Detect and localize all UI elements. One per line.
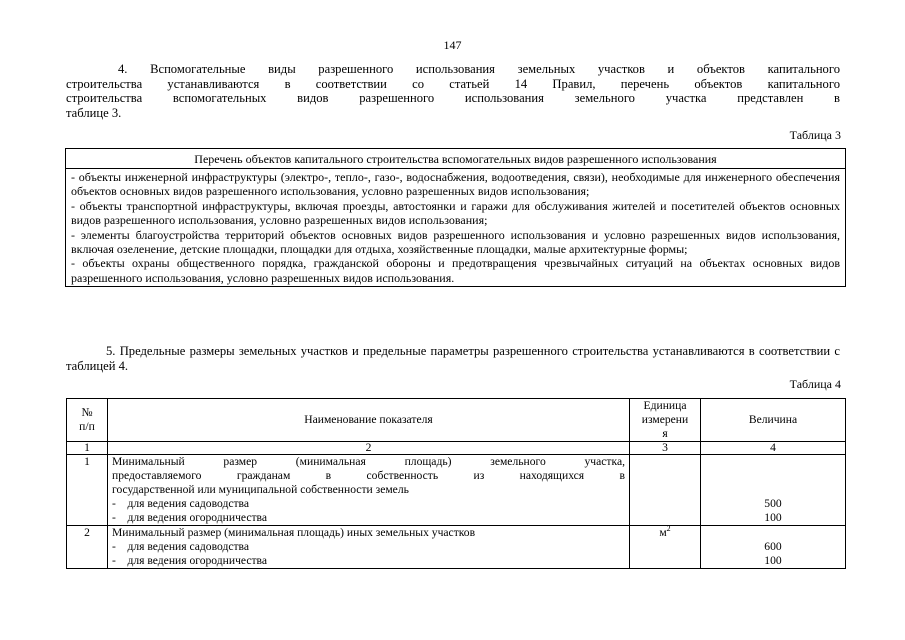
column-number: 4 <box>701 442 846 455</box>
paragraph-4-line: 4. Вспомогательные виды разрешенного использования земельных участков и объектов капитального <box>118 62 840 76</box>
table-3-header: Перечень объектов капитального строительства вспомогательных видов разрешенного использования <box>66 149 845 169</box>
row-unit <box>630 455 701 526</box>
table-3-item: - объекты транспортной инфраструктуры, включая проезды, автостоянки и гаражи для обслуживания жителей и посетителей объектов основных видов разрешенного использования, условно разрешенных видов использования; <box>71 198 840 228</box>
row-number: 1 <box>67 455 108 526</box>
header-unit-line: измерени <box>641 413 689 426</box>
table-3 <box>65 148 846 287</box>
header-num <box>67 399 108 442</box>
table-4 <box>66 398 846 569</box>
row-name-line: предоставляемого гражданам в собственность из находящихся в <box>112 469 625 482</box>
unit-superscript: 2 <box>666 524 671 534</box>
table-3-caption: Таблица 3 <box>789 128 841 142</box>
header-num-line: № <box>81 406 93 419</box>
header-unit <box>630 399 701 442</box>
paragraph-4 <box>66 62 840 120</box>
column-number-row <box>67 442 846 455</box>
table-row <box>67 526 846 569</box>
column-number: 2 <box>108 442 630 455</box>
table-3-item: - элементы благоустройства территорий объектов основных видов разрешенного использования и условно разрешенных видов использования, включая озеленение, детские площадки, площадки для отдыха, хозяйственные площадки, малые архитектурные формы; <box>71 227 840 257</box>
header-unit-line: Единица <box>643 399 687 412</box>
row-sub-item: - для ведения садоводства <box>112 497 250 510</box>
row-name-line: Минимальный размер (минимальная площадь) земельного участка, <box>112 455 625 468</box>
header-name: Наименование показателя <box>108 399 630 442</box>
row-sub-item: - для ведения огородничества <box>112 511 268 524</box>
column-number: 3 <box>630 442 701 455</box>
row-values <box>701 526 846 569</box>
row-values <box>701 455 846 526</box>
row-value: 600 <box>764 540 782 553</box>
row-value: 100 <box>764 554 782 567</box>
column-number: 1 <box>67 442 108 455</box>
table-4-header-row <box>67 399 846 442</box>
header-unit-line: я <box>662 427 668 440</box>
row-value: 100 <box>764 511 782 524</box>
paragraph-4-line: строительства вспомогательных видов разрешенного использования земельного участка представлен в <box>66 91 840 106</box>
header-value: Величина <box>701 399 846 442</box>
paragraph-5: 5. Предельные размеры земельных участков и предельные параметры разрешенного строительства устанавливаются в соответствии с таблицей 4. <box>66 344 840 373</box>
paragraph-4-line: строительства устанавливаются в соответствии со статьей 14 Правил, перечень объектов капитального <box>66 76 840 91</box>
paragraph-4-line: таблице 3. <box>66 105 122 120</box>
row-name-line: государственной или муниципальной собственности земель <box>112 483 409 496</box>
row-name <box>108 455 630 526</box>
table-row <box>67 455 846 526</box>
table-4-caption: Таблица 4 <box>789 377 841 391</box>
row-value: 500 <box>764 497 782 510</box>
table-3-item: - объекты охраны общественного порядка, гражданской обороны и предотвращения чрезвычайных ситуаций на объектах основных видов разрешенного использования, условно разрешенных видов использования. <box>71 256 840 285</box>
row-name-line: Минимальный размер (минимальная площадь) иных земельных участков <box>112 526 476 539</box>
page-number: 147 <box>443 38 462 52</box>
row-sub-item: - для ведения садоводства <box>112 540 250 553</box>
row-name <box>108 526 630 569</box>
row-sub-item: - для ведения огородничества <box>112 554 268 567</box>
table-3-item: - объекты инженерной инфраструктуры (электро-, тепло-, газо-, водоснабжения, водоотведения, связи), необходимые для инженерного обеспечения объектов основных видов разрешенного использования, условно разрешенных видов использования; <box>71 170 840 199</box>
header-num-line: п/п <box>79 420 95 433</box>
unit-text: м <box>659 526 667 539</box>
row-unit <box>630 526 701 569</box>
table-3-body <box>66 169 845 286</box>
row-number: 2 <box>67 526 108 569</box>
